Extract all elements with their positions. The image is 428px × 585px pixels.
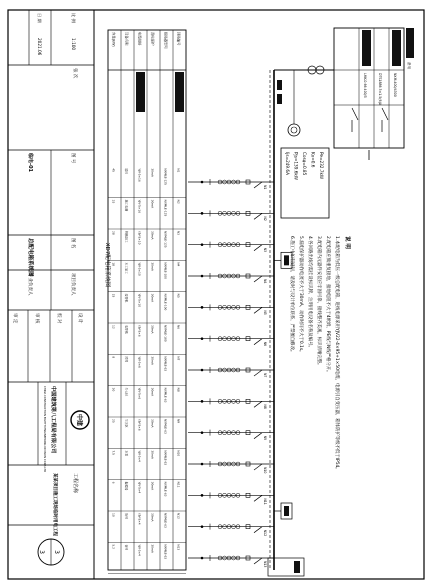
branch-label: N7	[263, 373, 267, 378]
table-cell: 备用	[124, 544, 129, 551]
table-cell: N3	[176, 231, 181, 236]
table-cell: 12	[111, 325, 116, 329]
table-cell: YJV-5×10	[137, 231, 142, 245]
table-cell: 施工电梯	[124, 199, 129, 212]
table-cell: N4	[176, 262, 181, 267]
branch-label: N5	[263, 310, 267, 315]
table-cell: YJV-5×6	[137, 419, 142, 431]
table-cell: YJV-5×6	[137, 356, 142, 368]
table-cell: 33	[111, 199, 116, 204]
table-header: 断路器型号	[163, 32, 168, 49]
branch-label: N11	[263, 498, 267, 505]
table-header: 漏电保护	[150, 32, 155, 46]
table-cell: 30mA	[150, 419, 155, 428]
table-cell: NXMLE-100	[163, 262, 168, 279]
branch-label: N3	[263, 247, 267, 253]
table-cell: 电焊机	[124, 325, 129, 334]
table-cell: NXMLE-100	[163, 293, 168, 311]
table-cell: YJV-5×16	[137, 168, 142, 182]
table-cell: N7	[176, 356, 181, 361]
drawing-title: 总配电箱系统图	[27, 238, 33, 277]
table-cell: NXMLE-63	[163, 481, 168, 497]
incoming-spare-label: 备用	[407, 62, 411, 69]
table-cell: 10	[111, 513, 116, 517]
branch-label: N9	[263, 435, 267, 441]
table-cell: NXMLE-100	[163, 325, 168, 342]
notes-heading: 说 明	[344, 236, 350, 249]
table-cell: 18	[111, 262, 116, 267]
scale-label: 比 例	[71, 13, 76, 23]
scale-value: 1:100	[71, 38, 76, 51]
table-cell: N13	[176, 544, 181, 551]
table-cell: YJV-5×16	[137, 199, 142, 214]
table-cell: NXMLE-125	[163, 199, 168, 217]
branch-label: N1	[263, 185, 267, 190]
table-cell: 办公区	[124, 387, 129, 397]
table-cell: NXMLE-63	[163, 419, 168, 434]
note-line: 2.配电箱应做重复接地，接地电阻不大于4欧姆，PE线与N线严格分开。	[325, 236, 330, 375]
table-cell: NXMLE-63	[163, 544, 168, 560]
table-cell: YJV-5×6	[137, 325, 142, 337]
table-cell: 30mA	[150, 481, 155, 491]
table-cell: YJV-5×4	[137, 544, 142, 556]
table-cell: 木工加工	[124, 262, 129, 274]
table-cell: 30mA	[150, 199, 155, 209]
drawing-label: 图 名	[70, 238, 75, 249]
table-header: 设备名称	[124, 32, 129, 46]
table-cell: 6	[111, 481, 116, 484]
incoming-ct: LMK-0.66 400/5	[363, 73, 367, 98]
sheet-label: 张 次	[72, 68, 77, 79]
table-cell: N9	[176, 419, 181, 424]
table-cell: 水泵	[124, 450, 129, 457]
table-cell: 生活区	[124, 419, 129, 428]
table-cell: 30mA	[150, 544, 155, 553]
table-cell: 30mA	[150, 356, 155, 365]
load-calc-line: Pe=232.7kW	[319, 152, 324, 180]
note-line: 1.本配电箱为低压一级总配电箱，进线电源采用YJV22-4×95+1×50电缆，电源引自变压器，箱体防护等级不低于IP54。	[334, 236, 339, 472]
branch-label: N13	[263, 561, 267, 568]
sig-row-2-label: 校 对	[56, 313, 61, 324]
sig-row-6-label: 专业负责人	[27, 273, 32, 296]
table-cell: YJV-5×4	[137, 481, 142, 494]
table-cell: 备用	[124, 513, 129, 519]
logo-text: 中建	[75, 413, 83, 427]
table-cell: 5.2	[111, 544, 116, 549]
table-cell: 搅拌机	[124, 293, 129, 303]
table-cell: 塔吊	[124, 168, 129, 175]
load-calc-line: Pjs=139.6kW	[293, 152, 299, 180]
drawing-no: 临电-01	[27, 153, 33, 173]
table-header: 电缆规格	[137, 32, 142, 46]
sig-row-3-label: 审 核	[34, 313, 39, 324]
table-cell: NXMLE-63	[163, 513, 168, 528]
table-header: 回路编号	[176, 32, 181, 46]
table-cell: NXMLE-125	[163, 231, 168, 248]
load-calc-line: Kx=0.6	[310, 152, 316, 168]
sheet-number: 3	[53, 550, 60, 554]
incoming-breaker: NXM-400/4300	[393, 73, 397, 97]
table-cell: 7.5	[111, 450, 116, 455]
table-cell: 30mA	[150, 168, 155, 177]
table-cell: N10	[176, 450, 181, 457]
sig-row-4-label: 审 定	[12, 313, 17, 324]
date-value: 2021.06	[37, 38, 42, 56]
table-cell: N2	[176, 199, 181, 204]
table-cell: NXMLE-63	[163, 387, 168, 403]
table-cell: YJV-5×4	[137, 513, 142, 525]
note-line: 5.漏电保护器动作电流不大于30mA，动作时间不大于0.1s。	[298, 236, 303, 355]
table-cell: 8	[111, 356, 116, 359]
table-cell: N6	[176, 325, 181, 330]
table-cell: 20	[111, 387, 116, 392]
table-cell: N11	[176, 481, 181, 488]
sig-row-5-label: 项目负责人	[70, 273, 75, 296]
table-cell: N12	[176, 513, 181, 519]
table-cell: N5	[176, 293, 181, 298]
sig-row-1-label: 设 计	[77, 313, 82, 324]
incoming-meter: DTS1886 3×1.5(6)A	[378, 73, 382, 106]
table-cell: 25	[111, 419, 116, 423]
table-cell: N1	[176, 168, 181, 173]
table-cell: 30mA	[150, 513, 155, 522]
table-cell: YJV-5×6	[137, 387, 142, 400]
frame-caption: XD7配电箱系统图	[104, 242, 110, 288]
table-cell: YJV-5×10	[137, 293, 142, 308]
branch-label: N4	[263, 279, 267, 284]
table-cell: 15	[111, 293, 116, 298]
table-cell: 30mA	[150, 293, 155, 303]
branch-label: N12	[263, 529, 267, 537]
table-cell: 钢筋加工	[124, 231, 129, 243]
sheet-number-total: 3	[38, 550, 45, 554]
table-cell: NXMLE-63	[163, 356, 168, 372]
project-label: 工程名称	[72, 473, 78, 494]
table-cell: NXMLE-125	[163, 168, 168, 185]
table-cell: 30mA	[150, 325, 155, 334]
table-cell: 30mA	[150, 262, 155, 271]
table-cell: 30mA	[150, 231, 155, 240]
table-cell: 振捣器	[124, 481, 129, 491]
table-cell: 45	[111, 168, 116, 173]
company-name-en: CHINA CONSTRUCTION EIGHTH ENGINEERING DIVISION CORP.,LTD	[43, 386, 46, 473]
table-cell: 28	[111, 231, 116, 235]
table-cell: N8	[176, 387, 181, 392]
table-cell: 30mA	[150, 450, 155, 459]
branch-label: N8	[263, 404, 267, 409]
drawing-no-label: 图 号	[70, 153, 75, 164]
table-cell: NXMLE-63	[163, 450, 168, 466]
branch-label: N6	[263, 341, 267, 347]
table-cell: YJV-5×10	[137, 262, 142, 276]
date-label: 日 期	[37, 13, 42, 23]
table-cell: 照明	[124, 356, 129, 363]
table-header: 容量(kW)	[111, 32, 116, 47]
table-cell: YJV-5×4	[137, 450, 142, 462]
branch-label: N10	[263, 467, 267, 474]
table-cell: 30mA	[150, 387, 155, 397]
load-calc-line: Ijs=249.6A	[285, 152, 290, 175]
branch-label: N2	[263, 216, 267, 221]
note-line: 6.施工中如有疑问，请及时与设计单位联系，严禁擅自修改。	[289, 236, 294, 355]
load-calc-line: Cosφ=0.85	[302, 152, 307, 176]
company-name: 中国建筑第八工程局有限公司	[50, 386, 56, 454]
project-name: 某某项目施工现场临时用电工程	[52, 473, 57, 536]
note-line: 4.各回路出线均需挂设标识牌，注明用电设备名称及编号。	[307, 236, 312, 350]
note-line: 3.配电箱内元器件安装应牢固可靠，接线整齐美观，标识清晰完整。	[316, 236, 321, 368]
